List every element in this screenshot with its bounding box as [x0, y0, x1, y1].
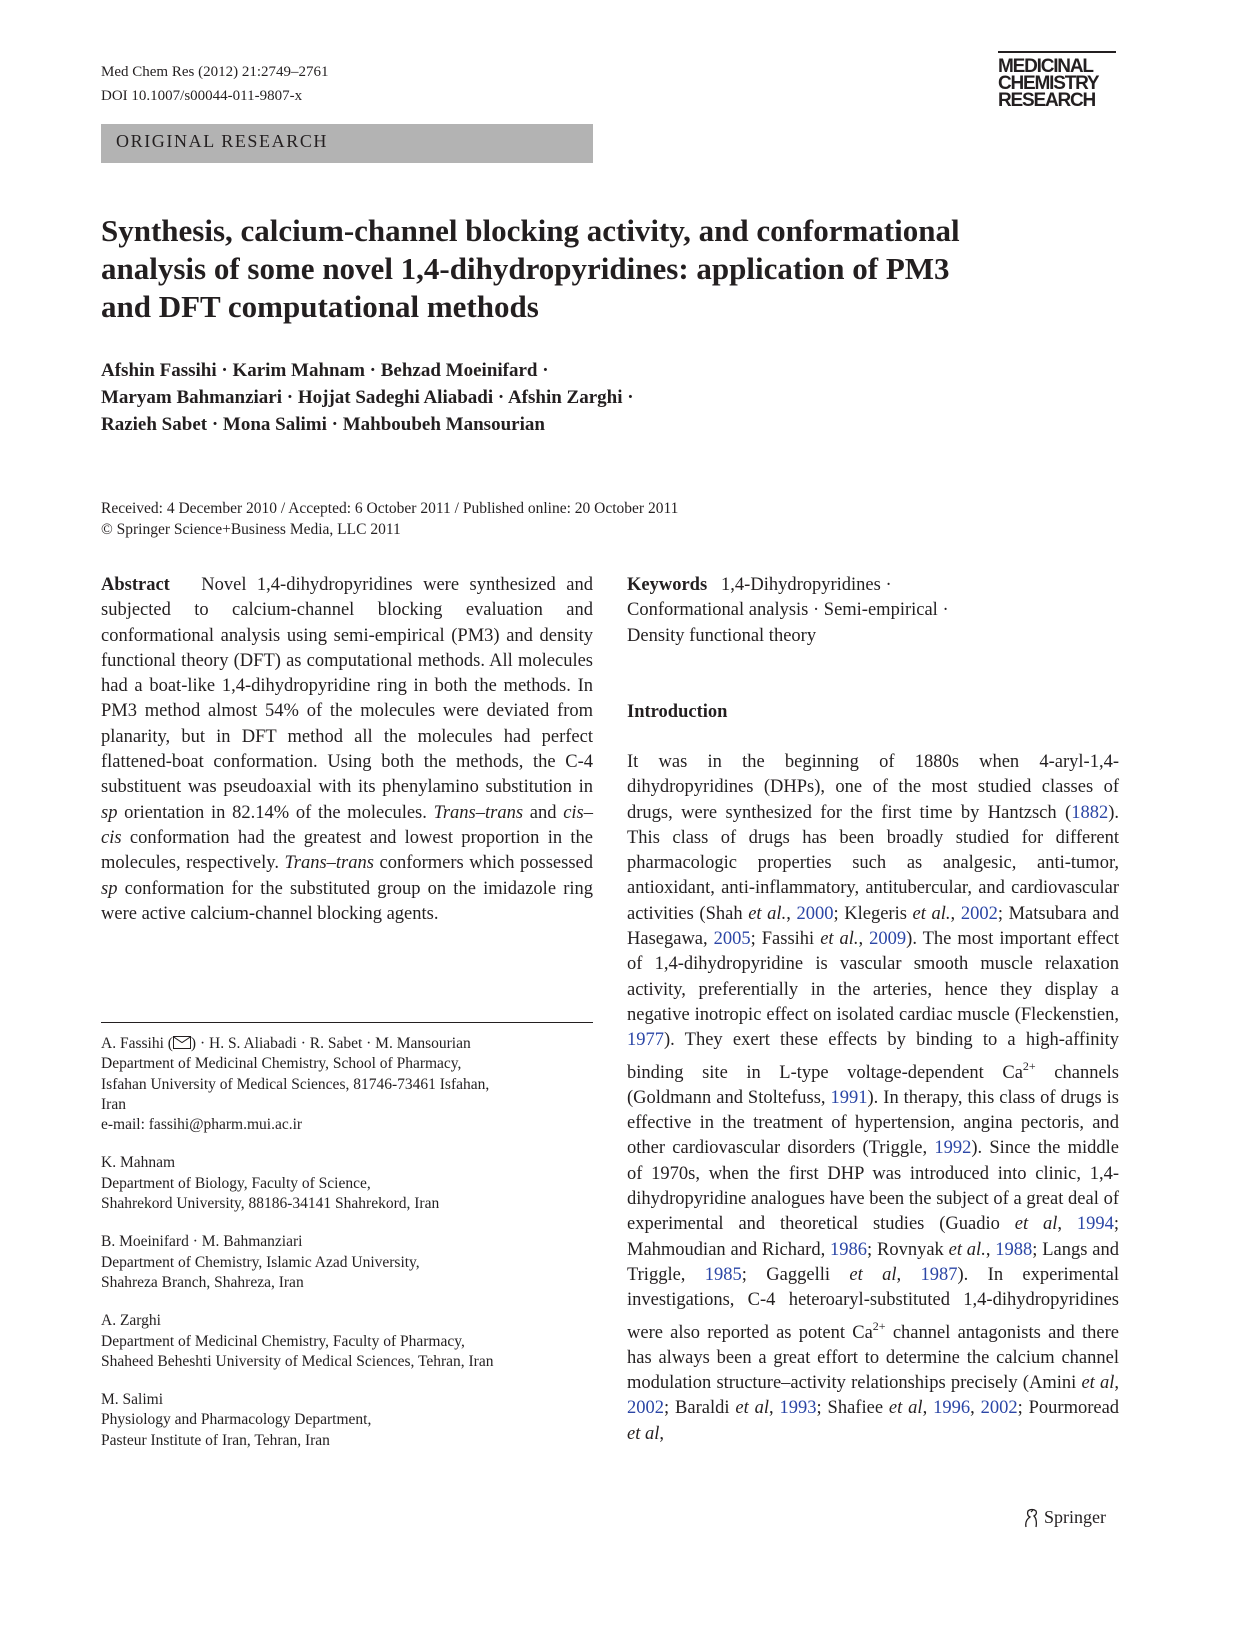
intro-text: , — [985, 1239, 996, 1260]
citation-link[interactable]: 1994 — [1076, 1214, 1114, 1235]
history-dates: Received: 4 December 2010 / Accepted: 6 October 2011 / Published online: 20 October 2011 — [101, 500, 679, 517]
keywords-heading: Keywords — [627, 575, 708, 595]
keyword-text: Conformational analysis · Semi-empirical · — [627, 600, 949, 621]
publisher-mark — [1022, 1507, 1106, 1528]
author-list — [101, 357, 634, 438]
intro-text: ; Fassihi — [750, 929, 821, 950]
affiliation-text: Department of Medicinal Chemistry, School of Pharmacy, — [101, 1055, 462, 1073]
keyword-text: 1,4-Dihydropyridines · — [721, 575, 892, 595]
journal-reference: Med Chem Res (2012) 21:2749–2761 — [101, 64, 329, 80]
citation-link[interactable]: 1987 — [920, 1264, 958, 1285]
email-address[interactable]: e-mail: fassihi@pharm.mui.ac.ir — [101, 1116, 303, 1134]
affiliation-text: Department of Medicinal Chemistry, Faculty of Pharmacy, — [101, 1332, 465, 1350]
citation-link[interactable]: 2002 — [980, 1398, 1018, 1419]
intro-text: ; Gaggelli — [741, 1264, 850, 1285]
intro-text: ). The most important effect of 1,4-dihydropyridine is vascular smooth muscle relaxation activity, preferentially in the arteries, hence they display a negative inotropic effect on isolated cardiac muscle (Fleckenstien, — [627, 929, 1120, 1025]
journal-logo — [998, 51, 1116, 109]
affiliation-block — [101, 1034, 601, 1135]
superscript: 2+ — [872, 1318, 886, 1333]
journal-citation — [101, 60, 328, 108]
doi: DOI 10.1007/s00044-011-9807-x — [101, 88, 303, 104]
intro-text: ; Langs and Triggle, — [627, 1239, 1119, 1285]
citation-link[interactable]: 1986 — [830, 1239, 868, 1260]
intro-text: , — [858, 929, 870, 950]
affiliation-text: K. Mahnam — [101, 1154, 176, 1172]
intro-text: ; Mahmoudian and Richard, — [627, 1214, 1119, 1260]
intro-text: et al — [735, 1398, 770, 1419]
footnote-divider — [101, 1022, 593, 1023]
affiliation-text: Shahrekord University, 88186-34141 Shahrekord, Iran — [101, 1195, 440, 1213]
affiliation-text: Department of Biology, Faculty of Science, — [101, 1174, 371, 1192]
springer-horse-icon — [1022, 1508, 1040, 1528]
intro-text: et al — [1081, 1373, 1115, 1394]
intro-text: , — [769, 1398, 780, 1419]
abstract-text: orientation in 82.14% of the molecules. — [117, 802, 434, 823]
intro-text: , — [659, 1423, 664, 1444]
intro-text: ). In therapy, this class of drugs is effective in the treatment of hypertension, angina pectoris, and other cardiovascular disorders (Triggle, — [627, 1087, 1119, 1159]
affiliation-text: Pasteur Institute of Iran, Tehran, Iran — [101, 1431, 330, 1449]
intro-text: et al — [627, 1423, 660, 1444]
envelope-icon — [173, 1036, 191, 1049]
publication-dates — [101, 498, 678, 540]
intro-text: et al — [1014, 1214, 1058, 1235]
citation-link[interactable]: 1882 — [1071, 802, 1109, 823]
abstract-text: conformation had the greatest and lowest proportion in the molecules, respectively. — [101, 827, 593, 874]
title-line: Synthesis, calcium-channel blocking activity, and conformational — [101, 213, 960, 248]
affiliation-text: Iran — [101, 1095, 126, 1113]
affiliation-text: Physiology and Pharmacology Department, — [101, 1411, 372, 1429]
intro-text: , — [786, 903, 797, 924]
intro-text: ). This class of drugs has been broadly studied for different pharmacologic properties such as analgesic, anti-tumor, antioxidant, anti-inflammatory, antitubercular, and cardiovascular activities (Shah — [627, 802, 1119, 924]
citation-link[interactable]: 1977 — [627, 1030, 664, 1051]
intro-text: et al. — [820, 929, 859, 950]
affiliation-block — [101, 1232, 601, 1293]
intro-text: , — [950, 903, 961, 924]
intro-text: channels (Goldmann and Stoltefuss, — [627, 1062, 1119, 1108]
title-line: analysis of some novel 1,4-dihydropyridines: application of PM3 — [101, 251, 950, 286]
introduction-body — [627, 750, 1119, 1447]
intro-text: , — [970, 1398, 981, 1419]
intro-text: et al — [888, 1398, 923, 1419]
intro-text: , — [1057, 1214, 1077, 1235]
affiliations — [101, 1034, 601, 1469]
intro-text: , — [1114, 1373, 1119, 1394]
affiliation-block — [101, 1311, 601, 1372]
intro-text: ). They exert these effects by binding to a high-affinity binding site in L-type voltage-dependent Ca — [627, 1030, 1119, 1083]
citation-link[interactable]: 1988 — [995, 1239, 1033, 1260]
citation-link[interactable]: 2000 — [796, 903, 834, 924]
citation-link[interactable]: 2009 — [869, 929, 907, 950]
intro-text: , — [922, 1398, 934, 1419]
author-line: Afshin Fassihi · Karim Mahnam · Behzad Moeinifard · — [101, 360, 549, 381]
copyright: © Springer Science+Business Media, LLC 2011 — [101, 521, 401, 538]
abstract-text: Trans–trans — [284, 853, 374, 874]
citation-link[interactable]: 1985 — [704, 1264, 742, 1285]
abstract-text: Trans–trans — [433, 802, 524, 823]
intro-text: et al. — [948, 1239, 986, 1260]
introduction-heading: Introduction — [627, 702, 728, 722]
affiliation-text: M. Salimi — [101, 1391, 164, 1409]
abstract-text: sp — [101, 878, 118, 899]
intro-text: ; Baraldi — [664, 1398, 736, 1419]
intro-text: ). In experimental investigations, C-4 heteroaryl-substituted 1,4-dihydropyridines were also reported as potent Ca — [627, 1264, 1119, 1343]
article-title — [101, 212, 1101, 326]
abstract-text: cis–cis — [101, 802, 593, 848]
title-line: and DFT computational methods — [101, 289, 539, 324]
abstract-text: sp — [101, 802, 118, 823]
intro-text: ). Since the middle of 1970s, when the first DHP was introduced into clinic, 1,4-dihydropyridine analogues have been the subject of a great deal of experimental and theoretical studies (Guadio — [627, 1138, 1120, 1235]
affiliation-block — [101, 1390, 601, 1451]
keyword-text: Density functional theory — [627, 625, 817, 646]
abstract — [101, 573, 593, 927]
logo-line: CHEMISTRY — [998, 73, 1099, 94]
abstract-text: Novel 1,4-dihydropyridines were synthesized and subjected to calcium-channel blocking evaluation and conformational analysis using semi-empirical (PM3) and density functional theory (DFT) as computational methods. All molecules had a boat-like 1,4-dihydropyridine ring in both the methods. In PM3 method almost 54% of the molecules were deviated from planarity, but in DFT method all the molecules had perfect flattened-boat conformation. Using both the methods, the C-4 substituent was pseudoaxial with its phenylamino substitution in — [101, 575, 593, 798]
citation-link[interactable]: 2002 — [627, 1398, 664, 1419]
affiliation-text: Department of Chemistry, Islamic Azad University, — [101, 1253, 420, 1271]
intro-text: ; Matsubara and Hasegawa, — [627, 903, 1120, 950]
affiliation-text: Shaheed Beheshti University of Medical Sciences, Tehran, Iran — [101, 1352, 494, 1370]
affiliation-text: Shahreza Branch, Shahreza, Iran — [101, 1273, 304, 1291]
abstract-text: and — [523, 802, 564, 823]
intro-text: channel antagonists and there has always been a great effort to determine the calcium channel modulation structure–activity relationships precisely (Amini — [627, 1322, 1119, 1394]
citation-link[interactable]: 1993 — [779, 1398, 817, 1419]
citation-link[interactable]: 1992 — [934, 1138, 972, 1159]
citation-link[interactable]: 1991 — [830, 1087, 868, 1108]
abstract-heading: Abstract — [101, 575, 170, 595]
intro-text: ; Pourmoread — [1017, 1398, 1120, 1419]
intro-text: , — [896, 1264, 921, 1285]
author-line: Maryam Bahmanziari · Hojjat Sadeghi Aliabadi · Afshin Zarghi · — [101, 387, 634, 408]
logo-line: RESEARCH — [998, 90, 1096, 111]
author-line: Razieh Sabet · Mona Salimi · Mahboubeh Mansourian — [101, 414, 545, 435]
intro-text: ; Klegeris — [833, 903, 913, 924]
superscript: 2+ — [1022, 1058, 1036, 1073]
affiliation-text: A. Zarghi — [101, 1312, 161, 1330]
intro-text: It was in the beginning of 1880s when 4-aryl-1,4-dihydropyridines (DHPs), one of the most studied classes of drugs, were synthesized for the first time by Hantzsch ( — [627, 752, 1119, 823]
affiliation-block — [101, 1153, 601, 1214]
abstract-text: conformation for the substituted group on the imidazole ring were active calcium-channel blocking agents. — [101, 878, 593, 924]
intro-text: et al. — [912, 903, 951, 924]
publisher-name: Springer — [1044, 1507, 1106, 1527]
affiliation-text: B. Moeinifard · M. Bahmanziari — [101, 1233, 303, 1251]
citation-link[interactable]: 2002 — [960, 903, 998, 924]
affiliation-text: ) · H. S. Aliabadi · R. Sabet · M. Mansourian — [190, 1035, 471, 1052]
keywords — [627, 573, 1119, 649]
section-label: ORIGINAL RESEARCH — [116, 131, 329, 151]
intro-text: ; Shafiee — [816, 1398, 889, 1419]
intro-text: et al — [849, 1264, 897, 1285]
abstract-text: conformers which possessed — [373, 853, 593, 874]
affiliation-text: Isfahan University of Medical Sciences, 81746-73461 Isfahan, — [101, 1075, 490, 1093]
citation-link[interactable]: 2005 — [713, 929, 751, 950]
intro-text: ; Rovnyak — [867, 1239, 949, 1260]
citation-link[interactable]: 1996 — [933, 1398, 971, 1419]
logo-line: MEDICINAL — [998, 56, 1093, 77]
intro-text: et al. — [748, 903, 787, 924]
affiliation-text: A. Fassihi ( — [101, 1035, 173, 1052]
